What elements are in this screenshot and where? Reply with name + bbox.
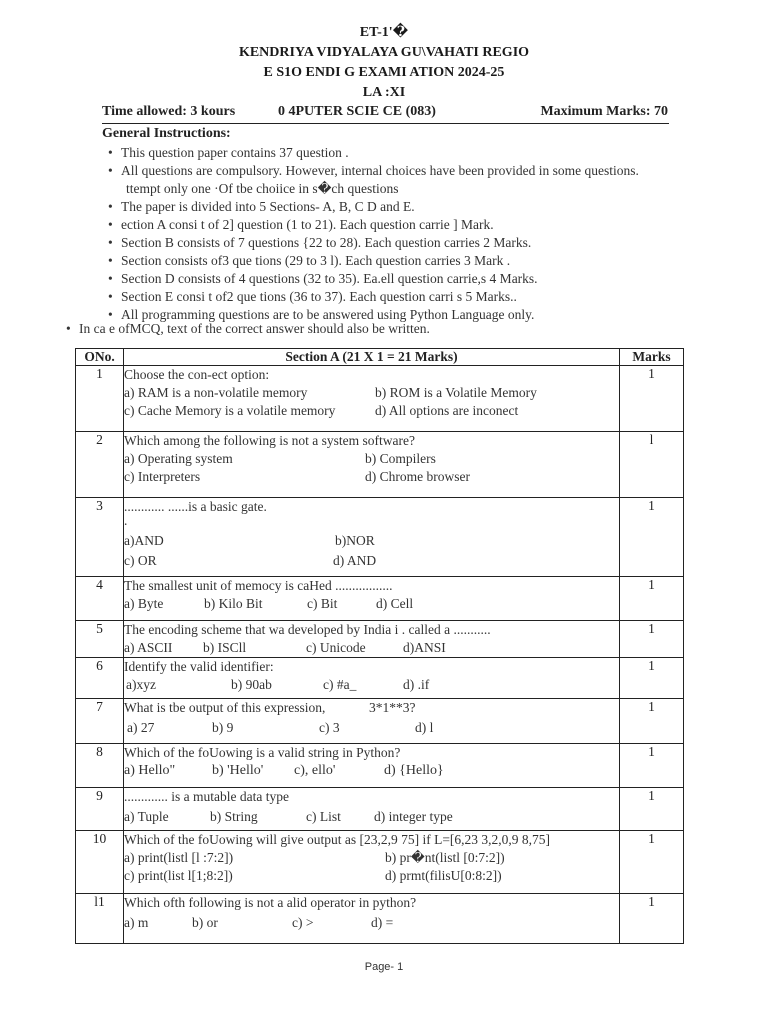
question-text: The encoding scheme that wa developed by India i . called a ........... [124, 622, 491, 637]
class-label: LA :XI [362, 85, 406, 100]
option-a: a) Operating system [124, 451, 233, 466]
option-c: c) Interpreters [124, 469, 201, 484]
table-row [76, 366, 684, 432]
table-row [76, 831, 684, 894]
question-text-continued: . [124, 513, 128, 528]
question-marks: 1 [620, 699, 684, 744]
question-body [124, 658, 620, 699]
question-marks: 1 [620, 894, 684, 944]
question-marks: 1 [620, 788, 684, 831]
question-text: Which ofth following is not a alid operator in python? [124, 895, 417, 910]
instruction-item: • Section B consists of 7 questions {22 to 28). Each question carries 2 Marks. [108, 235, 532, 250]
question-number: 4 [76, 577, 124, 621]
table-row [76, 744, 684, 788]
option-c: c) 3 [319, 720, 340, 735]
option-c: c) print(list l[1;8:2]) [124, 868, 233, 883]
instruction-item: • Section E consi t of2 que tions (36 to 37). Each question carri s 5 Marks.. [108, 289, 517, 304]
marks-header: Marks [620, 349, 684, 366]
question-number: 3 [76, 498, 124, 577]
question-body [124, 699, 620, 744]
instructions-title: General Instructions: [102, 126, 231, 141]
question-number: 7 [76, 699, 124, 744]
question-text: Choose the con-ect option: [124, 367, 270, 382]
section-header: Section A (21 X 1 = 21 Marks) [124, 349, 620, 366]
option-c: c), ello' [294, 763, 336, 778]
option-b: b) 'Hello' [212, 763, 264, 778]
mcq-note: • In ca e ofMCQ, text of the correct answer should also be written. [66, 321, 430, 336]
table-row [76, 699, 684, 744]
table-row [76, 577, 684, 621]
option-b: b) 90ab [231, 677, 272, 692]
option-a: a) Byte [124, 596, 164, 611]
question-number: 9 [76, 788, 124, 831]
exam-meta-row [102, 104, 668, 124]
question-body [124, 744, 620, 788]
question-body [124, 577, 620, 621]
question-marks: 1 [620, 366, 684, 432]
question-body [124, 894, 620, 944]
question-marks: 1 [620, 658, 684, 699]
school-name: KENDRIYA VIDYALAYA GU\VAHATI REGIO [238, 45, 530, 60]
question-body [124, 831, 620, 894]
subject-name: 0 4PUTER SCIE CE (083) [278, 104, 436, 119]
question-marks: 1 [620, 577, 684, 621]
instruction-item: • Section D consists of 4 questions (32 to 35). Ea.ell question carrie,s 4 Marks. [108, 271, 538, 286]
option-d: d) All options are inconect [375, 403, 519, 418]
question-body [124, 366, 620, 432]
page-number: Page- 1 [364, 961, 404, 973]
instruction-item: • The paper is divided into 5 Sections- A, B, C D and E. [108, 199, 415, 214]
option-b: b) ROM is a Volatile Memory [375, 385, 537, 400]
question-number: l1 [76, 894, 124, 944]
option-c: c) Unicode [306, 640, 366, 655]
question-marks: 1 [620, 621, 684, 658]
table-row [76, 894, 684, 944]
option-c: c) > [292, 915, 314, 930]
question-text: ............ ......is a basic gate. [124, 499, 267, 514]
option-a: a) Hello" [124, 763, 176, 778]
question-text: Identify the valid identifier: [124, 659, 274, 674]
option-d: d) .if [403, 677, 430, 692]
time-allowed: Time allowed: 3 kours [102, 104, 236, 119]
question-number: 6 [76, 658, 124, 699]
maximum-marks: Maximum Marks: 70 [540, 104, 668, 119]
option-d: d) Chrome browser [365, 469, 470, 484]
question-body [124, 432, 620, 498]
option-a: a) RAM is a non-volatile memory [124, 385, 308, 400]
option-c: c) #a_ [323, 677, 357, 692]
option-b: b) String [210, 809, 258, 824]
instruction-item: • ection A consi t of 2] question (1 to 21). Each question carrie ] Mark. [108, 217, 494, 232]
option-a: a) m [124, 915, 149, 930]
question-marks: 1 [620, 498, 684, 577]
option-d: d)ANSI [403, 640, 446, 655]
question-text: The smallest unit of memocy is caHed ................. [124, 578, 393, 593]
question-number: 1 [76, 366, 124, 432]
question-text: Which of the foUowing is a valid string in Python? [124, 745, 401, 760]
header-divider [102, 123, 669, 124]
question-number: 2 [76, 432, 124, 498]
question-number: 8 [76, 744, 124, 788]
option-d: d) AND [333, 553, 377, 568]
table-row [76, 621, 684, 658]
option-b: b)NOR [335, 533, 375, 548]
exam-title: E S1O ENDI G EXAMI ATION 2024-25 [263, 65, 505, 80]
option-d: d) Cell [376, 596, 414, 611]
option-a: a) print(listl [l :7:2]) [124, 850, 234, 865]
option-c: c) List [306, 809, 341, 824]
question-text: Which of the foUowing will give output as [23,2,9 75] if L=[6,23 3,2,0,9 8,75] [124, 832, 551, 847]
question-number: 10 [76, 831, 124, 894]
question-expression: 3*1**3? [369, 700, 416, 715]
question-marks: 1 [620, 744, 684, 788]
option-d: d) prmt(filisU[0:8:2]) [385, 868, 502, 883]
instruction-item: • Section consists of3 que tions (29 to 3 l). Each question carries 3 Mark . [108, 253, 511, 268]
question-marks: l [620, 432, 684, 498]
question-body [124, 498, 620, 577]
option-d: d) = [371, 915, 394, 930]
option-a: a)AND [124, 533, 164, 548]
option-d: d) l [415, 720, 434, 735]
table-row [76, 498, 684, 577]
table-row [76, 432, 684, 498]
option-b: b) or [192, 915, 218, 930]
set-code: ET-1'� [359, 25, 409, 40]
instruction-item: • All questions are compulsory. However, internal choices have been provided in some questions. [108, 163, 639, 178]
question-marks: 1 [620, 831, 684, 894]
option-a: a)xyz [126, 677, 156, 692]
instructions-list [108, 144, 639, 324]
instruction-item: • All programming questions are to be answered using Python Language only. [108, 307, 535, 322]
option-a: a) Tuple [124, 809, 169, 824]
instruction-item: • This question paper contains 37 question . [108, 145, 349, 160]
option-b: b) pr�nt(listl [0:7:2]) [385, 850, 505, 865]
question-text: ............. is a mutable data type [124, 789, 289, 804]
question-body [124, 621, 620, 658]
question-body [124, 788, 620, 831]
table-header-row [76, 349, 684, 366]
option-d: d) {Hello} [384, 763, 444, 778]
option-b: b) ISCll [203, 640, 247, 655]
instruction-item-continued: ttempt only one ·Of tbe choiice in s�ch questions [126, 181, 399, 196]
questions-table [75, 348, 684, 944]
option-b: b) Kilo Bit [204, 596, 263, 611]
question-number-header: ONo. [76, 349, 124, 366]
option-b: b) 9 [212, 720, 234, 735]
table-row [76, 658, 684, 699]
table-row [76, 788, 684, 831]
option-b: b) Compilers [365, 451, 436, 466]
option-c: c) Bit [307, 596, 338, 611]
question-number: 5 [76, 621, 124, 658]
question-text: Which among the following is not a system software? [124, 433, 415, 448]
option-a: a) ASCII [124, 640, 173, 655]
option-a: a) 27 [127, 720, 155, 735]
option-c: c) OR [124, 553, 157, 568]
option-d: d) integer type [374, 809, 453, 824]
option-c: c) Cache Memory is a volatile memory [124, 403, 336, 418]
question-text: What is tbe output of this expression, [124, 700, 326, 715]
